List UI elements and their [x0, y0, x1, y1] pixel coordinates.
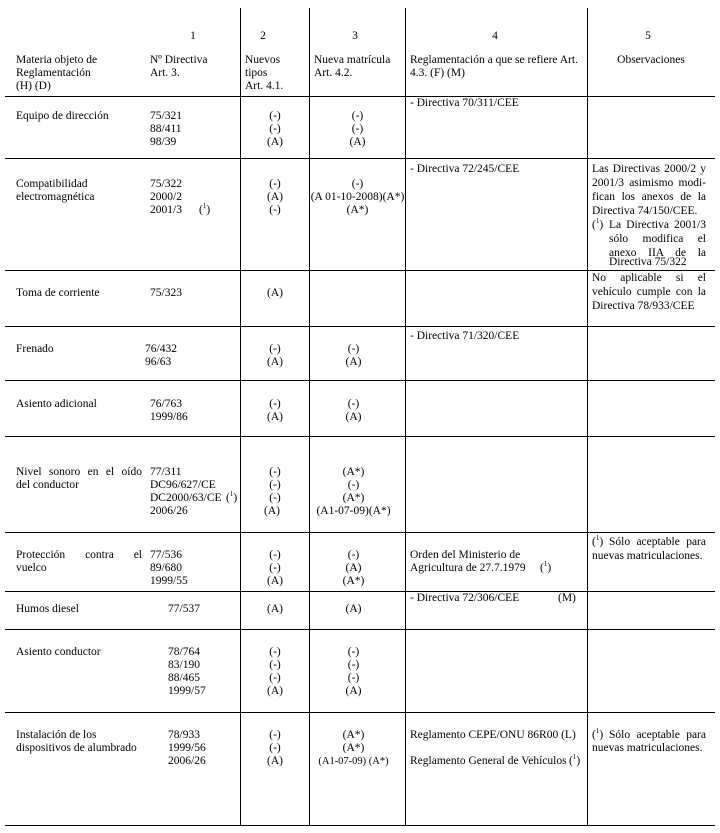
- row-divider: [5, 158, 715, 159]
- reglamentacion-cell: - Directiva 72/245/CEE: [410, 163, 520, 175]
- row-divider: [5, 712, 715, 713]
- nuevos-tipos-cell: (-): [269, 204, 281, 216]
- materia-cell: vuelco: [16, 562, 47, 574]
- observaciones-cell: anexo IIA de la: [609, 247, 706, 259]
- reglamentacion-cell: Agricultura de 27.7.1979: [410, 562, 526, 574]
- nuevos-tipos-cell: (A): [267, 191, 283, 203]
- column-divider: [405, 8, 406, 825]
- nueva-matricula-cell: (A): [345, 603, 362, 615]
- row-divider: [5, 825, 715, 826]
- nueva-matricula-cell: (-): [351, 110, 364, 122]
- directiva-cell: 78/933: [168, 729, 200, 741]
- header-reglamentacion: Reglamentación a que se refiere Art.: [410, 54, 578, 66]
- nueva-matricula-cell: (A*): [342, 575, 365, 587]
- observaciones-cell: nuevas matriculaciones.: [592, 550, 703, 562]
- directiva-cell: 88/411: [150, 123, 182, 135]
- nueva-matricula-cell: (A*): [346, 204, 369, 216]
- nueva-matricula-cell: (A): [349, 136, 366, 148]
- materia-cell: Compatibilidad: [16, 178, 88, 190]
- row-divider: [5, 532, 715, 533]
- row-divider: [5, 326, 715, 327]
- nuevos-tipos-cell: (-): [269, 742, 281, 754]
- materia-cell: dispositivos de alumbrado: [16, 742, 137, 754]
- header-observaciones: Observaciones: [617, 54, 685, 66]
- row-divider: [5, 380, 715, 381]
- nuevos-tipos-cell: (A): [267, 136, 283, 148]
- nuevos-tipos-cell: (-): [269, 466, 281, 478]
- observaciones-cell: La Directiva 2001/3: [609, 219, 706, 231]
- nueva-matricula-cell: (A 01-10-2008)(A*): [310, 191, 405, 203]
- row-divider: [5, 436, 715, 437]
- directiva-cell: 2000/2: [150, 191, 182, 203]
- nueva-matricula-cell: (A*): [342, 466, 365, 478]
- materia-cell: Protección contra el: [16, 549, 142, 561]
- nueva-matricula-cell: (A1-07-09)(A*): [316, 505, 391, 517]
- nueva-matricula-cell: (-): [347, 343, 360, 355]
- nueva-matricula-cell: (-): [347, 672, 360, 684]
- directiva-cell: 2001/3: [150, 204, 182, 216]
- nueva-matricula-cell: (A): [345, 411, 362, 423]
- directiva-cell: 77/536: [150, 549, 182, 561]
- materia-cell: Asiento adicional: [16, 398, 97, 410]
- column-number: 3: [352, 30, 358, 42]
- observaciones-cell: fican los anexos de la: [592, 191, 706, 203]
- column-number: 2: [260, 30, 266, 42]
- directiva-cell: DC96/627/CE: [150, 479, 216, 491]
- directiva-cell: 88/465: [168, 672, 200, 684]
- footnote-mark: 1: [595, 534, 600, 543]
- directiva-cell: 77/537: [168, 603, 200, 615]
- directiva-cell: 2006/26: [150, 505, 188, 517]
- directiva-cell: 76/432: [145, 343, 177, 355]
- nuevos-tipos-cell: (-): [269, 110, 281, 122]
- observaciones-cell: Directiva 75/322: [609, 256, 687, 268]
- reglamentacion-cell: Reglamento General de Vehículos: [410, 755, 567, 767]
- observaciones-cell: 2001/3 asimismo modi-: [592, 177, 706, 189]
- materia-cell: Nivel sonoro en el oído: [16, 466, 142, 478]
- directiva-cell: 1999/86: [150, 411, 188, 423]
- reglamentacion-cell: Orden del Ministerio de: [410, 549, 521, 561]
- header-directiva: Art. 3.: [150, 67, 180, 79]
- row-divider: [5, 96, 715, 97]
- observaciones-cell: vehículo cumple con la: [592, 286, 706, 298]
- materia-cell: Toma de corriente: [16, 287, 100, 299]
- nuevos-tipos-cell: (A): [267, 575, 283, 587]
- header-nuevos-tipos: Art. 4.1.: [245, 80, 284, 92]
- header-directiva: Nº Directiva: [150, 54, 208, 66]
- header-reglamentacion: 4.3. (F) (M): [410, 67, 465, 79]
- observaciones-cell: Las Directivas 2000/2 y: [592, 163, 706, 175]
- directiva-cell: 76/763: [150, 398, 182, 410]
- nueva-matricula-cell: (A1-07-09) (A*): [318, 756, 389, 767]
- materia-cell: Asiento conductor: [16, 646, 101, 658]
- reglamentacion-cell: - Directiva 71/320/CEE: [410, 330, 520, 342]
- reglamentacion-cell: - Directiva 72/306/CEE: [410, 592, 520, 604]
- nuevos-tipos-cell: (A): [267, 755, 283, 767]
- nuevos-tipos-cell: (A): [264, 505, 280, 517]
- row-divider: [5, 270, 715, 271]
- header-nuevos-tipos: tipos: [245, 67, 268, 79]
- nueva-matricula-cell: (A): [345, 562, 362, 574]
- column-number: 1: [190, 30, 196, 42]
- header-nueva-matricula: Art. 4.2.: [314, 67, 353, 79]
- footnote-mark: 1: [202, 202, 207, 211]
- materia-cell: Equipo de dirección: [16, 110, 109, 122]
- nuevos-tipos-cell: (-): [269, 659, 281, 671]
- nueva-matricula-cell: (A): [345, 356, 362, 368]
- footnote-ref: ($^1$): [592, 727, 604, 741]
- footnote-mark: 1: [572, 753, 577, 762]
- nueva-matricula-cell: (-): [347, 549, 360, 561]
- footnote-ref: ($^1$): [569, 753, 581, 767]
- column-number: 5: [645, 30, 651, 42]
- nueva-matricula-cell: (-): [347, 398, 360, 410]
- nuevos-tipos-cell: (A): [267, 287, 283, 299]
- nueva-matricula-cell: (-): [347, 659, 360, 671]
- observaciones-cell: No aplicable si el: [592, 272, 706, 284]
- directiva-cell: 1999/55: [150, 575, 188, 587]
- nuevos-tipos-cell: (-): [269, 729, 281, 741]
- header-materia: Materia objeto de: [16, 54, 98, 66]
- observaciones-cell: Directiva 74/150/CEE.: [592, 205, 698, 217]
- header-materia: (H) (D): [16, 80, 51, 92]
- footnote-ref: ($^1$): [592, 217, 604, 231]
- footnote-ref: ($^1$): [226, 490, 238, 504]
- footnote-ref: ($^1$): [592, 534, 604, 548]
- reglamentacion-cell: - Directiva 70/311/CEE: [410, 97, 519, 109]
- footnote-mark: 1: [543, 560, 548, 569]
- directiva-cell: 78/764: [168, 646, 200, 658]
- directiva-cell: 75/322: [150, 178, 182, 190]
- directiva-cell: 98/39: [150, 136, 177, 148]
- nuevos-tipos-cell: (A): [267, 685, 283, 697]
- nuevos-tipos-cell: (-): [269, 398, 281, 410]
- materia-cell: del conductor: [16, 479, 79, 491]
- reglamentacion-cell: (M): [558, 592, 576, 604]
- footnote-mark: 1: [595, 217, 600, 226]
- nuevos-tipos-cell: (-): [269, 178, 281, 190]
- directiva-cell: 89/680: [150, 562, 182, 574]
- footnote-ref: ($^1$): [540, 560, 552, 574]
- nuevos-tipos-cell: (-): [269, 123, 281, 135]
- nuevos-tipos-cell: (A): [267, 356, 283, 368]
- directiva-cell: 96/63: [145, 356, 172, 368]
- nueva-matricula-cell: (A): [345, 685, 362, 697]
- nueva-matricula-cell: (-): [351, 178, 364, 190]
- header-materia: Reglamentación: [16, 67, 91, 79]
- nueva-matricula-cell: (-): [351, 123, 364, 135]
- nueva-matricula-cell: (A*): [342, 492, 365, 504]
- nuevos-tipos-cell: (-): [269, 646, 281, 658]
- directiva-cell: 2006/26: [168, 755, 206, 767]
- directiva-cell: 77/311: [150, 466, 182, 478]
- column-divider: [587, 8, 588, 825]
- materia-cell: Frenado: [16, 343, 54, 355]
- directiva-cell: 75/323: [150, 287, 182, 299]
- directiva-cell: 1999/56: [168, 742, 206, 754]
- nuevos-tipos-cell: (-): [269, 672, 281, 684]
- directiva-cell: 1999/57: [168, 685, 206, 697]
- nuevos-tipos-cell: (A): [267, 603, 283, 615]
- nuevos-tipos-cell: (-): [269, 549, 281, 561]
- header-nuevos-tipos: Nuevos: [245, 54, 281, 66]
- nuevos-tipos-cell: (-): [269, 479, 281, 491]
- nuevos-tipos-cell: (-): [269, 343, 281, 355]
- materia-cell: Humos diesel: [16, 603, 79, 615]
- row-divider: [5, 629, 715, 630]
- materia-cell: electromagnética: [16, 191, 95, 203]
- footnote-mark: 1: [595, 727, 600, 736]
- reglamentacion-cell: Reglamento CEPE/ONU 86R00 (L): [410, 729, 576, 741]
- directiva-cell: 83/190: [168, 659, 200, 671]
- observaciones-cell: Sólo aceptable para: [609, 536, 706, 548]
- directiva-cell: DC2000/63/CE: [150, 492, 222, 504]
- footnote-ref: ($^1$): [199, 202, 211, 216]
- observaciones-cell: sólo modifica el: [609, 233, 706, 245]
- nuevos-tipos-cell: (-): [269, 492, 281, 504]
- nueva-matricula-cell: (A*): [342, 742, 365, 754]
- nueva-matricula-cell: (A*): [342, 729, 365, 741]
- nueva-matricula-cell: (-): [347, 479, 360, 491]
- nuevos-tipos-cell: (-): [269, 562, 281, 574]
- header-nueva-matricula: Nueva matrícula: [314, 54, 391, 66]
- materia-cell: Instalación de los: [16, 729, 97, 741]
- observaciones-cell: Directiva 78/933/CEE: [592, 300, 695, 312]
- nueva-matricula-cell: (-): [347, 646, 360, 658]
- footnote-mark: 1: [229, 490, 234, 499]
- observaciones-cell: Sólo aceptable para: [609, 729, 706, 741]
- observaciones-cell: nuevas matriculaciones.: [592, 742, 703, 754]
- row-divider: [5, 591, 715, 592]
- directiva-cell: 75/321: [150, 110, 182, 122]
- nuevos-tipos-cell: (A): [267, 411, 283, 423]
- column-number: 4: [492, 30, 498, 42]
